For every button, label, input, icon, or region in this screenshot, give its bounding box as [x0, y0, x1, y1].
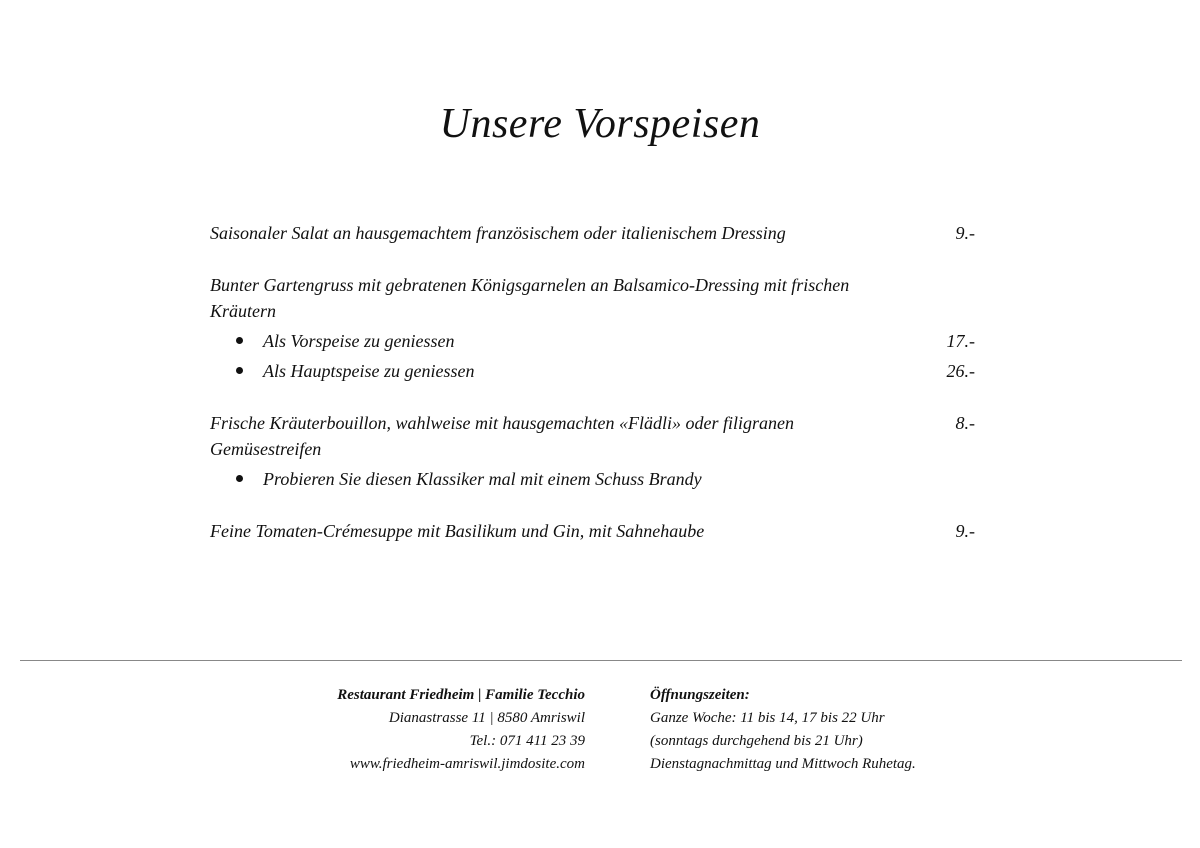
dish-option	[210, 328, 975, 354]
option-label: Als Hauptspeise zu geniessen	[263, 361, 475, 381]
bullet-icon	[236, 367, 243, 374]
hours-line: (sonntags durchgehend bis 21 Uhr)	[650, 733, 863, 749]
dish-price: 8.-	[955, 413, 975, 433]
dish-bouillon	[210, 410, 975, 492]
restaurant-name: Restaurant Friedheim | Familie Tecchio	[337, 687, 585, 703]
address: Dianastrasse 11 | 8580 Amriswil	[388, 710, 585, 726]
dish-name: Frische Kräuterbouillon, wahlweise mit hausgemachten «Flädli» oder filigranen Gemüsestreifen	[210, 413, 794, 459]
dish-option	[210, 358, 975, 384]
option-label: Probieren Sie diesen Klassiker mal mit einem Schuss Brandy	[263, 469, 702, 489]
dish-price: 9.-	[955, 521, 975, 541]
bullet-icon	[236, 475, 243, 482]
dish-tomato-soup	[210, 518, 975, 544]
dish-name: Feine Tomaten-Crémesuppe mit Basilikum und Gin, mit Sahnehaube	[210, 521, 705, 541]
option-label: Als Vorspeise zu geniessen	[263, 331, 455, 351]
dish-option	[210, 466, 975, 492]
dish-name: Saisonaler Salat an hausgemachtem französischem oder italienischem Dressing	[210, 223, 786, 243]
website-link[interactable]: www.friedheim-amriswil.jimdosite.com	[349, 756, 585, 772]
hours-line: Ganze Woche: 11 bis 14, 17 bis 22 Uhr	[650, 710, 885, 726]
phone: Tel.: 071 411 23 39	[469, 733, 585, 749]
option-price: 26.-	[946, 361, 975, 381]
starters-list	[210, 220, 975, 544]
hours-title: Öffnungszeiten:	[650, 687, 750, 703]
footer-divider	[20, 660, 1182, 661]
hours-line: Dienstagnachmittag und Mittwoch Ruhetag.	[650, 756, 916, 772]
dish-price: 9.-	[955, 223, 975, 243]
footer-hours	[650, 684, 1010, 776]
page-title: Unsere Vorspeisen	[439, 101, 761, 147]
footer-contact	[280, 684, 585, 776]
option-price: 17.-	[946, 331, 975, 351]
bullet-icon	[236, 337, 243, 344]
dish-name: Bunter Gartengruss mit gebratenen Königsgarnelen an Balsamico-Dressing mit frischen Kräutern	[210, 275, 850, 321]
dish-gartengruss	[210, 272, 975, 384]
dish-salad	[210, 220, 975, 246]
